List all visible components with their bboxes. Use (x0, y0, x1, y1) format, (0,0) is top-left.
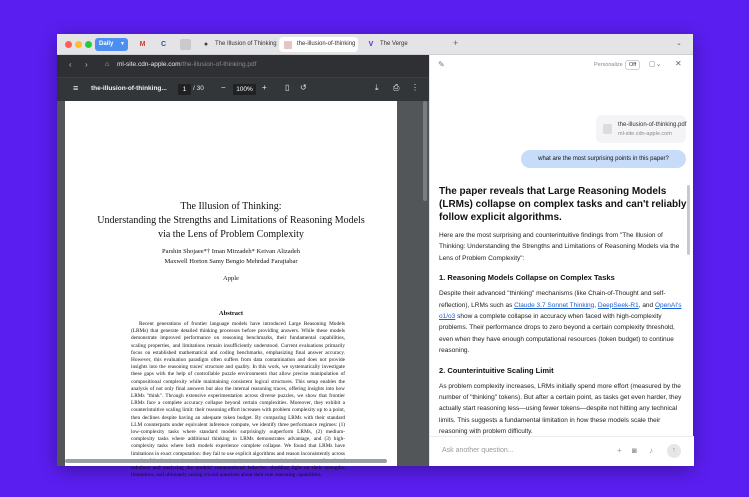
paper-authors (65, 247, 397, 267)
tab-overview-chevron-icon[interactable]: ⌄ (676, 40, 682, 47)
paper-affiliation: Apple (223, 275, 239, 282)
close-sidebar-icon[interactable]: ✕ (675, 59, 682, 68)
assistant-sidebar (429, 55, 693, 466)
pdf-vertical-scrollbar[interactable] (423, 101, 427, 201)
section-text: As problem complexity increases, LRMs initially spend more effort (measured by the number of "thinking" tokens). But after a certain point, as tasks get even harder, they actually start reasoning less—using fewer tokens—despite not hitting any technical limits. This suggests a fundamental limitation in how these models scale their reasoning with problem difficulty. (439, 382, 682, 436)
new-chat-icon[interactable]: ✎ (438, 60, 445, 69)
claude-link[interactable]: Claude 3.7 Sonnet Thinking (514, 301, 595, 309)
tab-illusion-apple[interactable] (197, 37, 277, 52)
deepseek-link[interactable]: DeepSeek-R1 (597, 301, 639, 309)
personalize-toggle[interactable]: Off (625, 60, 640, 70)
chat-scrollbar[interactable] (687, 185, 690, 255)
pdf-toolbar (57, 77, 429, 101)
profile-label: Daily (99, 41, 114, 47)
paper-title-line: The Illusion of Thinking: (180, 201, 282, 212)
section-text-part: Despite their advanced "thinking" mechanisms (like Chain-of-Thought and self-reflection), LRMs such as (439, 290, 666, 309)
fit-page-icon[interactable]: ▯ (285, 83, 290, 92)
new-tab-button[interactable]: + (453, 38, 459, 48)
separator: , and (638, 301, 655, 309)
zoom-level-input[interactable]: 100% (233, 84, 256, 95)
pdf-filename: the-illusion-of-thinking... (91, 85, 167, 92)
url-text[interactable] (117, 61, 256, 68)
print-icon[interactable]: ⎙ (393, 83, 400, 92)
site-info-icon[interactable]: ⌂ (105, 61, 110, 68)
close-window-button[interactable] (65, 41, 72, 48)
personalize-label: Personalize (594, 62, 623, 68)
paper-title (65, 200, 397, 242)
rotate-icon[interactable]: ↺ (300, 83, 307, 92)
hamburger-menu-icon[interactable]: ≡ (73, 83, 79, 93)
source-host: ml-site.cdn-apple.com (618, 131, 672, 137)
microphone-icon[interactable]: ♪ (649, 446, 653, 455)
paper-title-line: via the Lens of Problem Complexity (158, 229, 304, 240)
send-button[interactable]: ↑ (667, 444, 681, 458)
pinned-tab-icon[interactable] (180, 39, 191, 50)
tab-label: The Verge (380, 41, 408, 47)
answer-heading: The paper reveals that Large Reasoning Models (LRMs) collapse on complex tasks and can't reliably follow explicit algorithms. (439, 186, 687, 223)
fullscreen-window-button[interactable] (85, 41, 92, 48)
url-host: ml-site.cdn-apple.com (117, 61, 181, 68)
profile-switcher[interactable] (95, 38, 128, 51)
abstract-text: Recent generations of frontier language models have introduced Large Reasoning Models (LRMs) that generate detailed thinking processes before providing answers. While these models demonstrate improved performance on reasoning benchmarks, their fundamental capabilities, scaling properties, and limitations remain insufficiently understood. Current evaluations primarily focus on established mathematical and coding benchmarks, emphasizing final answer accuracy. However, this evaluation paradigm often suffers from data contamination and does not provide insights into the reasoning traces' structure and quality. In this work, we systematically investigate these gaps with the help of controllable puzzle environments that allow precise manipulation of compositional complexity while maintaining consistent logical structures. This setup enables the analysis of not only final answers but also the internal reasoning traces, offering insights into how LRMs "think". Through extensive experimentation across diverse puzzles, we show that frontier LRMs face a complete accuracy collapse beyond certain complexities. Moreover, they exhibit a counterintuitive scaling limit: their reasoning effort increases with problem complexity up to a point, then declines despite having an adequate token budget. By comparing LRMs with their standard LLM counterparts under equivalent inference compute, we identify three performance regimes: (1) low-complexity tasks where standard models surprisingly outperform LRMs, (2) medium-complexity tasks where additional thinking in LRMs demonstrates advantage, and (3) high-complexity tasks where both models experience complete collapse. We found that LRMs have limitations in exact computation: they fail to use explicit algorithms and reason inconsistently across solutions and analyzing the models' computational behavior, shedding light on their strengths, limitations, and ultimately raising crucial questions about their true reasoning capabilities. (131, 321, 345, 479)
section-heading: 1. Reasoning Models Collapse on Complex Tasks (439, 273, 615, 283)
browser-window (57, 34, 693, 479)
pdf-viewer-pane (57, 55, 429, 479)
section-text (439, 288, 687, 356)
tab-illusion-pdf[interactable] (279, 37, 358, 52)
tab-label: The Illusion of Thinking (215, 41, 277, 47)
user-message-bubble: what are the most surprising points in this paper? (521, 150, 686, 168)
zoom-in-icon[interactable]: + (262, 83, 267, 92)
paper-title-line: Understanding the Strengths and Limitations of Reasoning Models (97, 215, 365, 226)
tab-label: the-illusion-of-thinking (297, 41, 356, 47)
minimize-window-button[interactable] (75, 41, 82, 48)
abstract-heading: Abstract (218, 310, 244, 317)
page-count: / 30 (193, 85, 204, 92)
section-heading: 2. Counterintuitive Scaling Limit (439, 365, 554, 375)
tab-bar (57, 34, 693, 55)
more-options-icon[interactable]: ⋮ (411, 83, 419, 92)
separator: , (594, 301, 598, 309)
authors-line: Maxwell Horton Samy Bengio Mehrdad Farajtabar (164, 258, 298, 265)
section-text-part: show a complete collapse in accuracy when faced with high-complexity problems. Their performance drops to zero beyond a certain complexity threshold, even when they have enough computational resources (token budget) to continue reasoning. (439, 313, 675, 355)
sidebar-layout-icon[interactable]: ▢⌄ (649, 61, 662, 68)
chevron-down-icon: ▼ (120, 41, 125, 47)
chat-composer (430, 436, 694, 466)
chat-input[interactable]: Ask another question... (442, 447, 514, 454)
apple-icon: ● (203, 41, 209, 48)
document-icon (603, 124, 612, 134)
gmail-icon[interactable]: M (139, 41, 146, 48)
authors-line: Parshin Shojaee*† Iman Mirzadeh* Keivan Alizadeh (161, 248, 301, 255)
camera-icon[interactable]: ◙ (632, 446, 637, 455)
zoom-out-icon[interactable]: − (221, 83, 226, 92)
answer-intro: Here are the most surprising and counterintuitive findings from "The Illusion of Thinking: Understanding the Strengths and Limitations of Reasoning Models via the Lens of Problem Complexity": (439, 232, 680, 262)
add-attachment-icon[interactable]: + (617, 446, 622, 455)
back-arrow-icon[interactable]: ‹ (69, 60, 72, 69)
page-number-input[interactable]: 1 (178, 84, 191, 95)
openai-link[interactable]: OpenAI's o1/o3 (439, 301, 682, 321)
source-attachment-card[interactable] (596, 115, 686, 143)
download-icon[interactable]: ⤓ (375, 83, 379, 92)
source-title: the-illusion-of-thinking.pdf (618, 122, 687, 128)
pdf-horizontal-scrollbar[interactable] (65, 459, 387, 463)
url-path: /the-illusion-of-thinking.pdf (180, 61, 257, 68)
forward-arrow-icon[interactable]: › (85, 60, 88, 69)
assistant-answer (439, 185, 687, 460)
address-bar[interactable] (57, 55, 429, 77)
tab-the-verge[interactable] (362, 37, 432, 52)
assistant-header (430, 55, 694, 77)
pdf-page (65, 101, 397, 479)
verge-icon: V (368, 41, 374, 48)
calendar-icon[interactable]: C (160, 41, 167, 48)
pdf-icon (284, 41, 292, 49)
